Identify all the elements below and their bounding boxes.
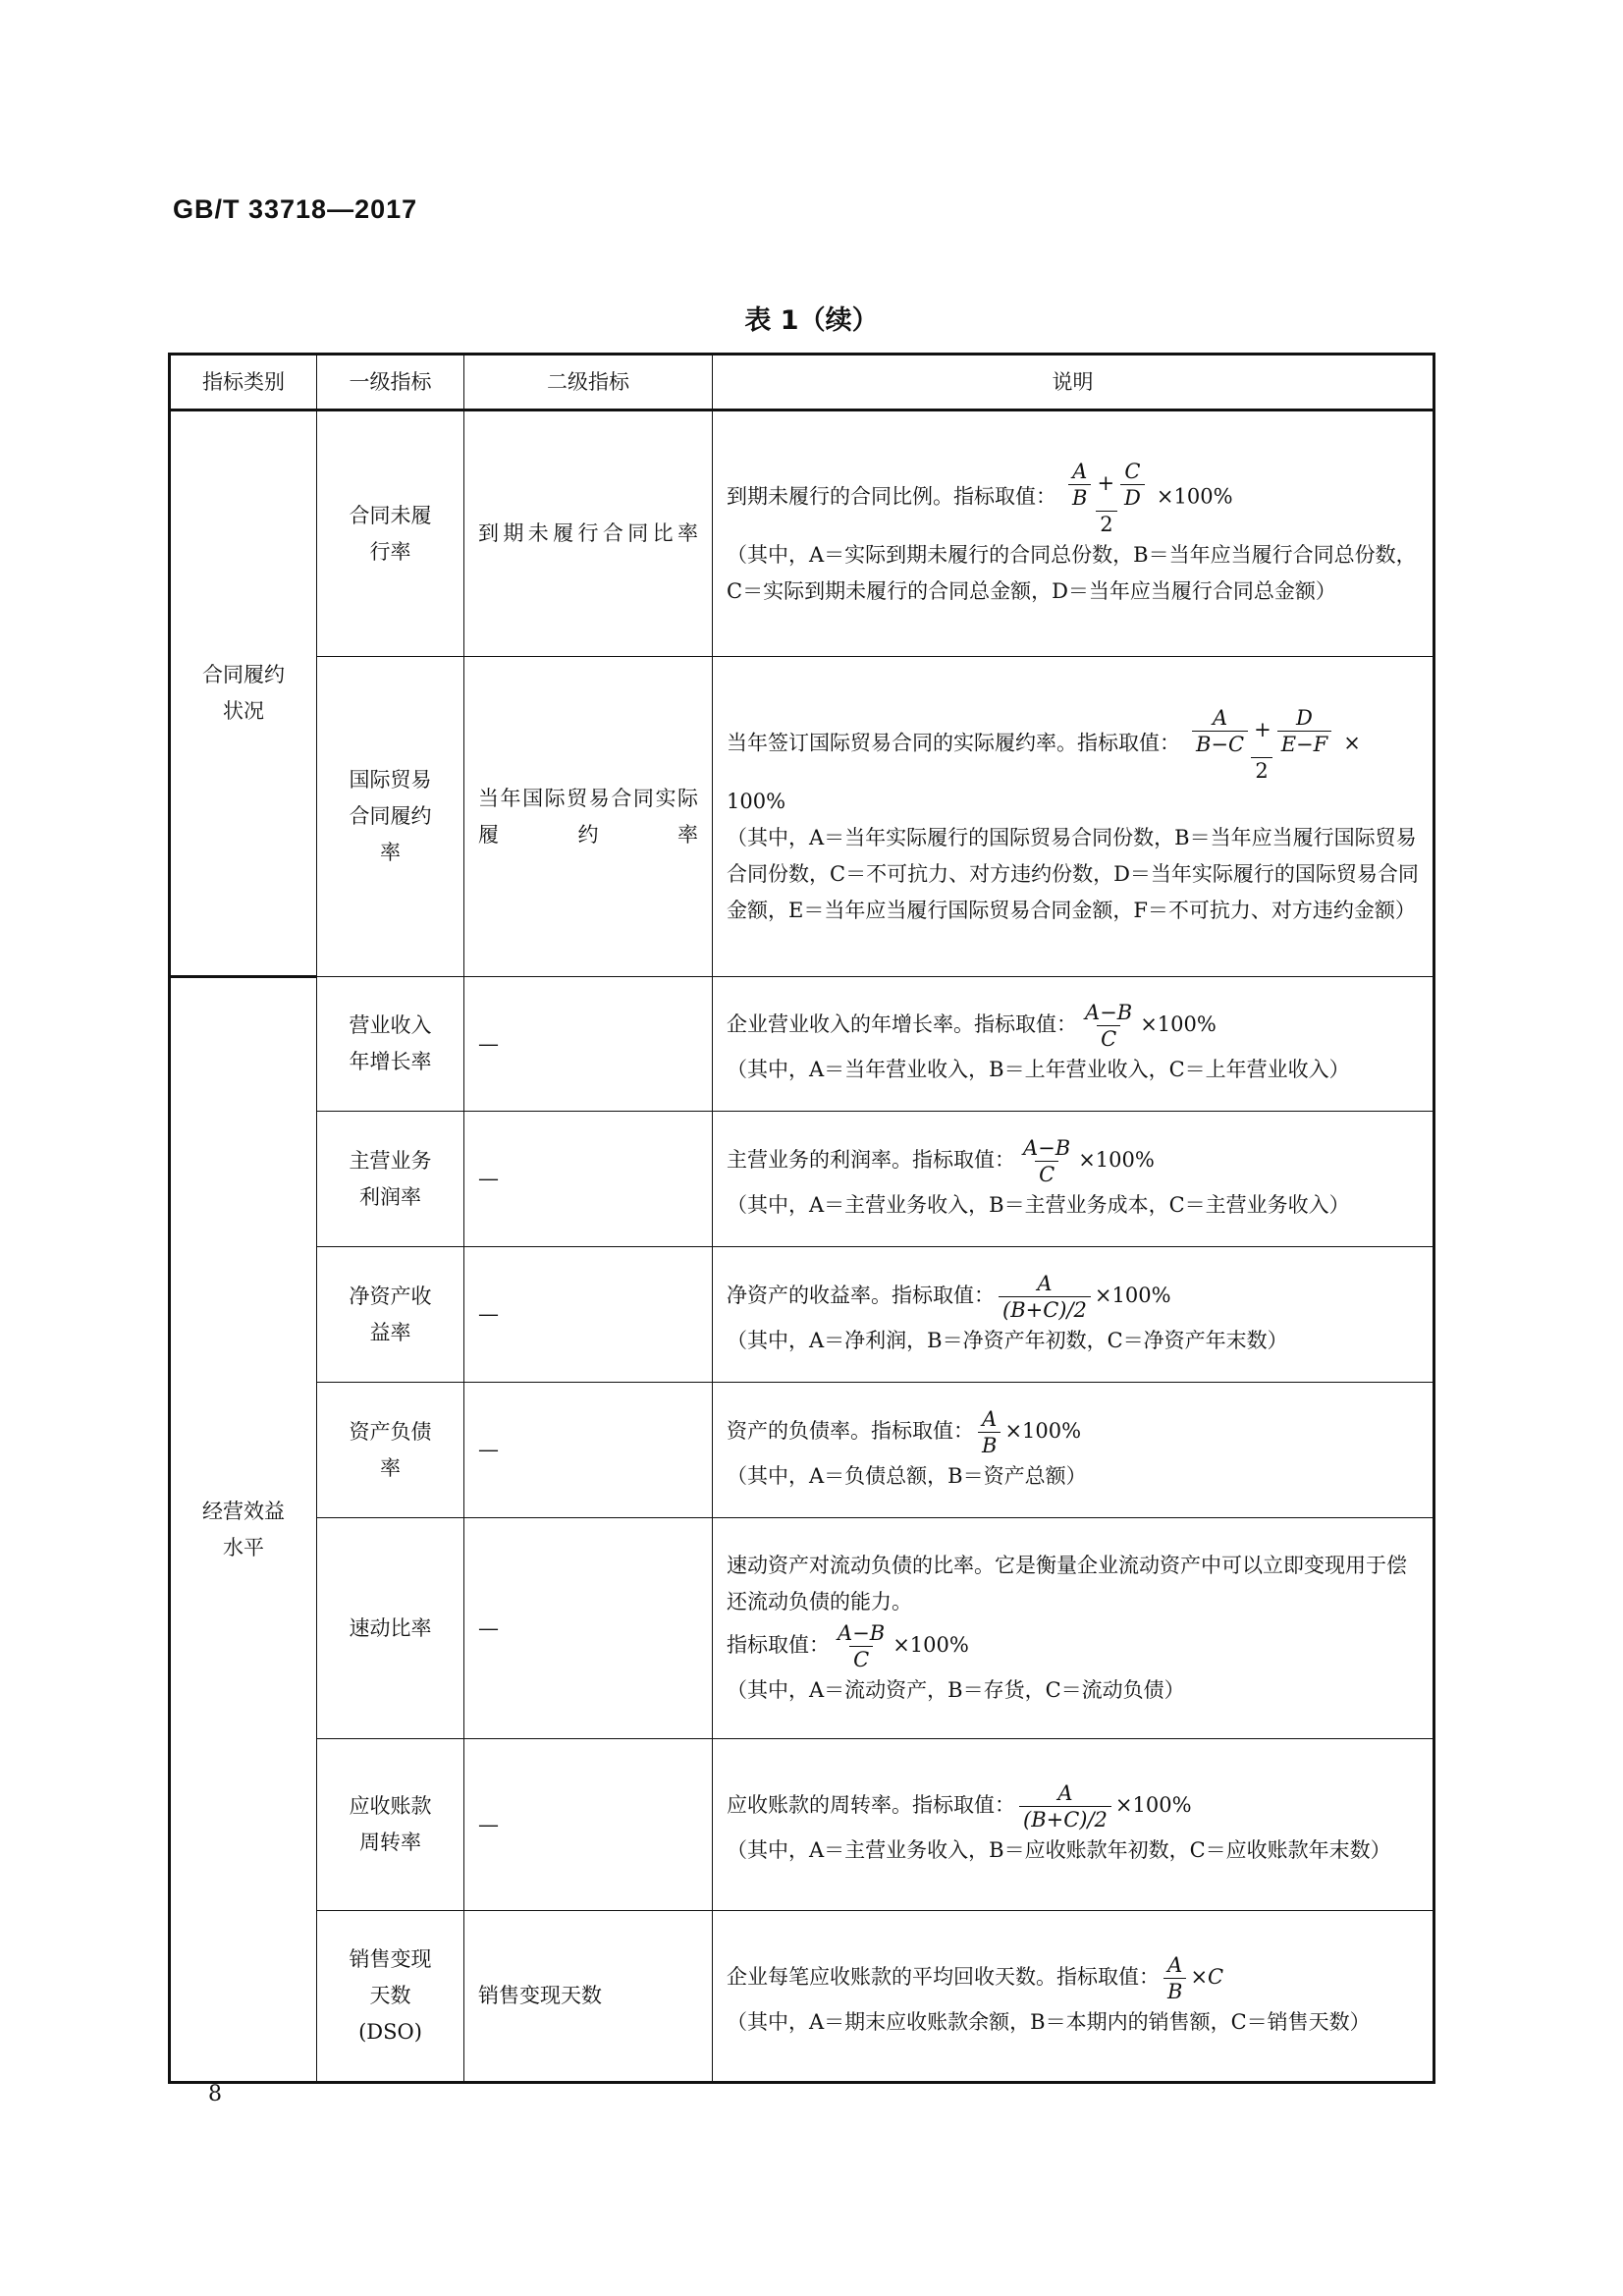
table-row [170, 410, 1434, 657]
level1-cell: 净资产收益率 [317, 1247, 464, 1383]
table-title: 表 1（续） [744, 305, 879, 336]
category-cell: 合同履约状况 [170, 410, 317, 977]
formula-tail: ×100% [1140, 1012, 1217, 1036]
formula-line [727, 1780, 1419, 1832]
table-row [170, 1739, 1434, 1911]
formula-fraction [834, 1620, 889, 1672]
var-a: A [1072, 459, 1088, 483]
formula-note: （其中，A＝流动资产，B＝存货，C＝流动负债） [727, 1678, 1185, 1702]
description-cell [713, 1739, 1434, 1911]
level2-cell: 到期未履行合同比率 [464, 410, 713, 657]
formula-note: （其中，A＝期末应收账款余额，B＝本期内的销售额，C＝销售天数） [727, 2009, 1371, 2034]
formula-note: （其中，A＝主营业务收入，B＝主营业务成本，C＝主营业务收入） [727, 1192, 1350, 1217]
level1-cell: 应收账款周转率 [317, 1739, 464, 1911]
table-header-row [170, 355, 1434, 410]
column-header-category: 指标类别 [170, 355, 317, 410]
formula-note: （其中，A＝净利润，B＝净资产年初数，C＝净资产年末数） [727, 1328, 1288, 1352]
formula-lead: 指标取值： [727, 1633, 830, 1657]
document-code: GB/T 33718—2017 [173, 194, 418, 224]
formula-line [727, 1406, 1419, 1458]
description-cell [713, 1112, 1434, 1247]
var-b-minus-c: B−C [1192, 731, 1248, 757]
level1-cell: 销售变现天数(DSO) [317, 1911, 464, 2083]
fraction-denominator: C [1035, 1161, 1058, 1187]
formula-tail: × [1343, 731, 1361, 754]
formula-line [727, 1000, 1419, 1052]
formula-note: （其中，A＝主营业务收入，B＝应收账款年初数，C＝应收账款年末数） [727, 1838, 1391, 1862]
fraction-numerator: A [1057, 1781, 1073, 1805]
level2-cell: 销售变现天数 [464, 1911, 713, 2083]
var-d: D [1120, 484, 1145, 511]
plus-sign: + [1254, 717, 1271, 741]
formula-fraction [1060, 459, 1153, 537]
description-cell [713, 1383, 1434, 1518]
fraction-denominator: C [1097, 1025, 1120, 1052]
formula-fraction [1163, 1952, 1186, 2004]
formula-note: （其中，A＝当年营业收入，B＝上年营业收入，C＝上年营业收入） [727, 1058, 1350, 1081]
formula-lead: 主营业务的利润率。指标取值： [727, 1147, 1015, 1172]
level2-cell [464, 1247, 713, 1383]
formula-lead: 到期未履行的合同比例。指标取值： [727, 484, 1056, 508]
formula-note: （其中，A＝负债总额，B＝资产总额） [727, 1463, 1087, 1488]
level1-cell: 营业收入年增长率 [317, 977, 464, 1112]
fraction-numerator: A [982, 1406, 998, 1431]
level1-cell: 主营业务利润率 [317, 1112, 464, 1247]
category-cell: 经营效益水平 [170, 977, 317, 2083]
formula-line [727, 1620, 1419, 1672]
fraction-denominator: (B+C)/2 [1019, 1806, 1111, 1832]
formula-fraction [1184, 705, 1339, 784]
table-row [170, 977, 1434, 1112]
dash-placeholder: — [478, 1812, 499, 1836]
level2-cell [464, 977, 713, 1112]
fraction-denominator: B [1163, 1978, 1186, 2004]
formula-tail: ×100% [1156, 484, 1233, 508]
dash-placeholder: — [478, 1302, 499, 1326]
description-cell [713, 977, 1434, 1112]
level2-cell [464, 1112, 713, 1247]
table-row [170, 1383, 1434, 1518]
fraction-denominator: 2 [1251, 757, 1271, 784]
column-header-description: 说明 [713, 355, 1434, 410]
formula-fraction [1019, 1780, 1111, 1832]
inner-fraction [1068, 459, 1091, 511]
description-cell [713, 657, 1434, 977]
level2-cell: 当年国际贸易合同实际履约率 [464, 657, 713, 977]
inner-fraction [1277, 705, 1332, 757]
formula-line [727, 1135, 1419, 1187]
fraction-numerator: A−B [838, 1621, 886, 1645]
level1-cell: 国际贸易合同履约率 [317, 657, 464, 977]
formula-lead: 企业营业收入的年增长率。指标取值： [727, 1012, 1077, 1036]
formula-line [727, 459, 1419, 537]
plus-sign: + [1097, 470, 1115, 495]
fraction-numerator: A [1037, 1271, 1053, 1295]
formula-lead: 净资产的收益率。指标取值： [727, 1283, 995, 1307]
formula-tail: ×100% [1078, 1147, 1155, 1172]
dash-placeholder: — [478, 1438, 499, 1461]
level2-cell [464, 1739, 713, 1911]
formula-line [727, 1271, 1419, 1323]
column-header-level2: 二级指标 [464, 355, 713, 410]
level2-cell [464, 1383, 713, 1518]
formula-fraction [999, 1271, 1091, 1323]
description-cell [713, 1911, 1434, 2083]
formula-note: （其中，A＝实际到期未履行的合同总份数，B＝当年应当履行合同总份数，C＝实际到期未履行的合同总金额，D＝当年应当履行合同总金额） [727, 542, 1417, 603]
formula-tail: ×C [1190, 1964, 1224, 1989]
formula-tail: ×100% [1004, 1418, 1082, 1443]
level1-cell: 速动比率 [317, 1518, 464, 1739]
fraction-numerator [1060, 459, 1153, 511]
var-e-minus-f: E−F [1277, 731, 1332, 757]
formula-lead: 企业每笔应收账款的平均回收天数。指标取值： [727, 1964, 1160, 1989]
fraction-numerator: A−B [1023, 1135, 1071, 1160]
table-row [170, 1247, 1434, 1383]
fraction-denominator: 2 [1096, 511, 1116, 537]
fraction-denominator: C [849, 1646, 873, 1672]
level2-cell [464, 1518, 713, 1739]
formula-lead: 资产的负债率。指标取值： [727, 1418, 974, 1443]
formula-fraction [1081, 1000, 1136, 1052]
fraction-denominator: B [978, 1432, 1001, 1458]
formula-line [727, 705, 1419, 784]
formula-tail: ×100% [1114, 1793, 1192, 1817]
inner-fraction [1120, 459, 1145, 511]
level1-cell: 资产负债率 [317, 1383, 464, 1518]
description-cell [713, 410, 1434, 657]
formula-note: （其中，A＝当年实际履行的国际贸易合同份数，B＝当年应当履行国际贸易合同份数，C＝不可抗力、对方违约份数，D＝当年实际履行的国际贸易合同金额，E＝当年应当履行国际贸易合同金额，F＝不可抗力、对方违约金额） [727, 825, 1419, 922]
formula-lead: 应收账款的周转率。指标取值： [727, 1793, 1015, 1817]
level1-cell: 合同未履行率 [317, 410, 464, 657]
description-intro: 速动资产对流动负债的比率。它是衡量企业流动资产中可以立即变现用于偿还流动负债的能力。 [727, 1554, 1407, 1613]
table-row [170, 1518, 1434, 1739]
fraction-denominator: (B+C)/2 [999, 1296, 1091, 1323]
dash-placeholder: — [478, 1167, 499, 1190]
dash-placeholder: — [478, 1031, 499, 1056]
formula-tail: ×100% [893, 1633, 969, 1657]
fraction-numerator: A [1167, 1952, 1183, 1977]
formula-lead: 当年签订国际贸易合同的实际履约率。指标取值： [727, 731, 1180, 754]
table-row [170, 1112, 1434, 1247]
formula-tail-continued: 100% [727, 789, 786, 813]
var-b: B [1068, 484, 1091, 511]
formula-fraction [978, 1406, 1001, 1458]
indicator-table [168, 353, 1435, 2084]
dash-placeholder: — [478, 1615, 499, 1640]
formula-tail: ×100% [1094, 1283, 1171, 1307]
inner-fraction [1192, 705, 1248, 757]
fraction-numerator [1184, 705, 1339, 757]
table-row [170, 657, 1434, 977]
var-c: C [1124, 459, 1141, 483]
page-number: 8 [208, 2082, 222, 2106]
table-row [170, 1911, 1434, 2083]
fraction-numerator: A−B [1085, 1001, 1133, 1024]
description-cell [713, 1247, 1434, 1383]
formula-fraction [1019, 1135, 1074, 1187]
var-d: D [1296, 705, 1313, 730]
column-header-level1: 一级指标 [317, 355, 464, 410]
description-cell [713, 1518, 1434, 1739]
var-a: A [1212, 705, 1228, 730]
formula-line [727, 1952, 1419, 2004]
